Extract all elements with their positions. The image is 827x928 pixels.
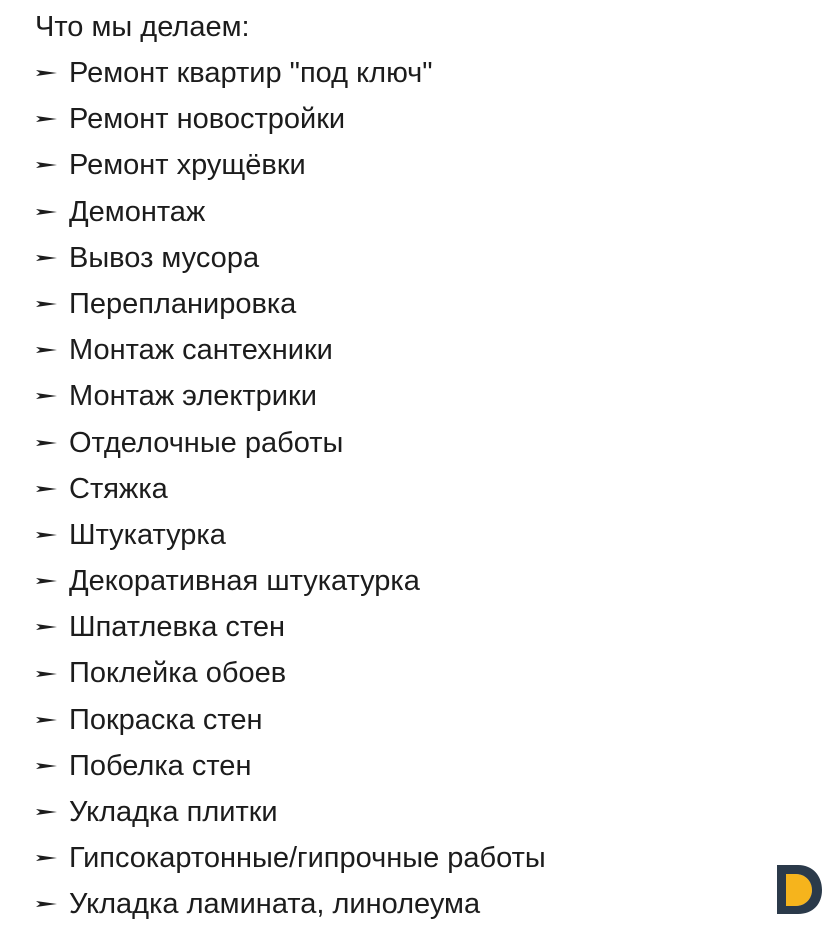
- list-item: [35, 96, 795, 142]
- list-item-label: Гипсокартонные/гипрочные работы: [69, 842, 546, 875]
- list-item-label: Укладка ламината, линолеума: [69, 888, 481, 921]
- list-item-label: Монтаж сантехники: [69, 334, 333, 367]
- list-item-label: Ремонт новостройки: [69, 103, 346, 136]
- list-item: [35, 604, 795, 650]
- list-item-label: Перепланировка: [69, 287, 297, 320]
- list-item-label: Монтаж электрики: [69, 380, 317, 413]
- arrow-bullet-icon: [35, 205, 58, 219]
- list-item: [35, 512, 795, 558]
- list-item: [35, 373, 795, 419]
- arrow-bullet-icon: [35, 436, 58, 450]
- list-item: [35, 281, 795, 327]
- list-item-label: Побелка стен: [69, 749, 252, 782]
- arrow-bullet-icon: [35, 251, 58, 265]
- services-section: [35, 4, 795, 928]
- list-item: [35, 189, 795, 235]
- arrow-bullet-icon: [35, 343, 58, 357]
- list-item: [35, 558, 795, 604]
- arrow-bullet-icon: [35, 66, 58, 80]
- arrow-bullet-icon: [35, 897, 58, 911]
- list-item: [35, 743, 795, 789]
- arrow-bullet-icon: [35, 759, 58, 773]
- list-item-label: Ремонт хрущёвки: [69, 149, 306, 182]
- list-item-label: Стяжка: [69, 472, 168, 505]
- list-item-label: Демонтаж: [69, 195, 206, 228]
- arrow-bullet-icon: [35, 297, 58, 311]
- list-item-label: Поклейка обоев: [69, 657, 287, 690]
- list-item-label: Шпатлевка стен: [69, 611, 285, 644]
- list-item: [35, 881, 795, 927]
- list-item: [35, 789, 795, 835]
- arrow-bullet-icon: [35, 805, 58, 819]
- list-item-label: Ремонт квартир "под ключ": [69, 57, 433, 89]
- arrow-bullet-icon: [35, 667, 58, 681]
- services-list: [35, 50, 795, 928]
- list-item: [35, 50, 795, 96]
- arrow-bullet-icon: [35, 851, 58, 865]
- arrow-bullet-icon: [35, 528, 58, 542]
- list-item: [35, 235, 795, 281]
- services-heading: Что мы делаем:: [35, 11, 250, 43]
- arrow-bullet-icon: [35, 574, 58, 588]
- list-item: [35, 466, 795, 512]
- arrow-bullet-icon: [35, 158, 58, 172]
- list-item: [35, 697, 795, 743]
- list-item-label: Вывоз мусора: [69, 241, 260, 274]
- list-item-label: Штукатурка: [69, 518, 226, 551]
- arrow-bullet-icon: [35, 713, 58, 727]
- list-item: [35, 142, 795, 188]
- arrow-bullet-icon: [35, 389, 58, 403]
- list-item: [35, 420, 795, 466]
- arrow-bullet-icon: [35, 482, 58, 496]
- list-item: [35, 650, 795, 696]
- arrow-bullet-icon: [35, 112, 58, 126]
- list-item-label: Укладка плитки: [69, 796, 278, 828]
- list-item: [35, 835, 795, 881]
- brand-logo-icon: [772, 862, 824, 916]
- arrow-bullet-icon: [35, 620, 58, 634]
- list-item-label: Декоративная штукатурка: [69, 565, 420, 598]
- list-item: [35, 327, 795, 373]
- list-item-label: Отделочные работы: [69, 426, 344, 459]
- list-item-label: Покраска стен: [69, 703, 263, 736]
